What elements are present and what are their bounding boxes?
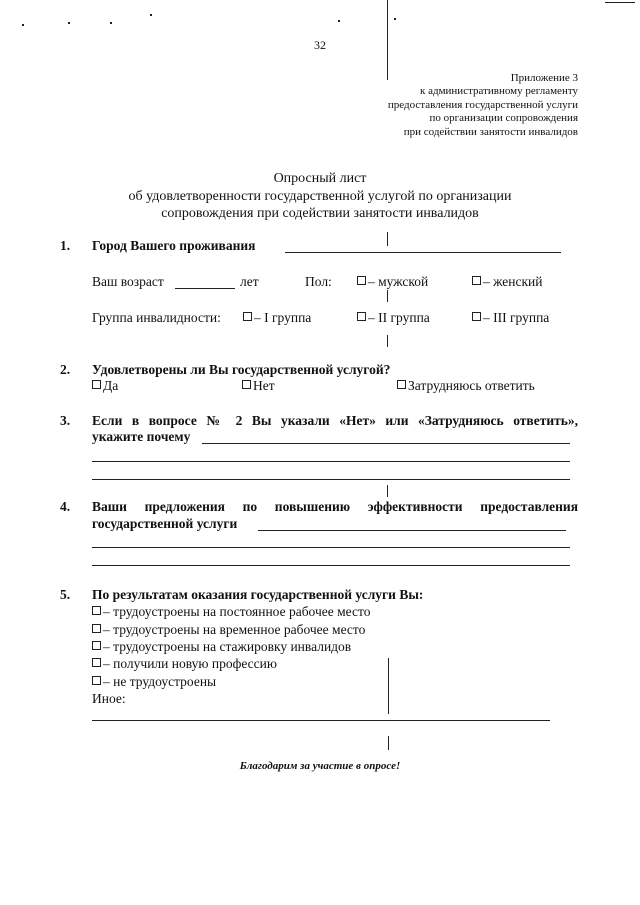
question-2-number: 2.	[60, 362, 71, 377]
checkbox-icon[interactable]	[92, 641, 101, 650]
scan-fold-line	[387, 335, 388, 347]
question-1-label: Город Вашего проживания	[92, 238, 256, 253]
city-input-line[interactable]	[285, 252, 561, 253]
checkbox-icon[interactable]	[92, 380, 101, 389]
gender-female-option[interactable]: – женский	[472, 274, 543, 290]
scan-speck	[68, 22, 70, 24]
thanks-note: Благодарим за участие в опросе!	[239, 760, 401, 772]
answer-no-option[interactable]: Нет	[242, 378, 275, 394]
age-unit: лет	[240, 274, 259, 289]
suggestion-input-line[interactable]	[92, 547, 570, 548]
reason-input-line[interactable]	[92, 479, 570, 480]
gender-label: Пол:	[305, 274, 332, 289]
result-option[interactable]: – трудоустроены на постоянное рабочее место	[92, 604, 370, 620]
appendix-line: к административному регламенту	[420, 85, 578, 98]
page-number: 32	[314, 38, 326, 52]
result-option[interactable]: – трудоустроены на стажировку инвалидов	[92, 639, 351, 655]
reason-input-line[interactable]	[202, 443, 570, 444]
suggestion-input-line[interactable]	[92, 565, 570, 566]
scan-speck	[150, 14, 152, 16]
age-input-line[interactable]	[175, 288, 235, 289]
appendix-line: при содействии занятости инвалидов	[403, 125, 578, 138]
title-line: сопровождения при содействии занятости инвалидов	[161, 206, 479, 221]
appendix-line: предоставления государственной услуги	[387, 98, 578, 111]
checkbox-icon[interactable]	[472, 312, 481, 321]
age-label: Ваш возраст	[92, 274, 164, 289]
scan-fold-line	[387, 485, 388, 497]
appendix-line: по организации сопровождения	[429, 112, 578, 125]
checkbox-icon[interactable]	[92, 658, 101, 667]
result-option[interactable]: – не трудоустроены	[92, 674, 216, 690]
group-2-option[interactable]: – II группа	[357, 310, 430, 326]
reason-input-line[interactable]	[92, 461, 570, 462]
checkbox-icon[interactable]	[92, 606, 101, 615]
question-3-number: 3.	[60, 413, 71, 428]
appendix-line: Приложение 3	[510, 72, 578, 84]
checkbox-icon[interactable]	[472, 276, 481, 285]
other-input-line[interactable]	[92, 720, 550, 721]
question-5-number: 5.	[60, 587, 71, 602]
scan-fold-line	[388, 658, 389, 714]
scan-fold-line	[387, 232, 388, 246]
result-option[interactable]: – получили новую профессию	[92, 656, 277, 672]
scan-fold-line	[388, 736, 389, 750]
question-5-label: По результатам оказания государственной услуги Вы:	[92, 587, 424, 602]
group-1-option[interactable]: – I группа	[243, 310, 311, 326]
document-title	[0, 170, 640, 223]
title-line: об удовлетворенности государственной услугой по организации	[128, 188, 512, 204]
answer-unsure-option[interactable]: Затрудняюсь ответить	[397, 378, 535, 394]
suggestion-input-line[interactable]	[258, 530, 566, 531]
other-label: Иное:	[92, 691, 126, 706]
checkbox-icon[interactable]	[92, 624, 101, 633]
appendix-block	[388, 72, 578, 139]
scan-speck	[338, 20, 340, 22]
question-4-line-1: Ваши предложения по повышению эффективности предоставления	[92, 499, 578, 514]
checkbox-icon[interactable]	[357, 312, 366, 321]
answer-yes-option[interactable]: Да	[92, 378, 118, 394]
checkbox-icon[interactable]	[92, 676, 101, 685]
question-4-line-2: государственной услуги	[92, 516, 238, 531]
question-4-number: 4.	[60, 499, 71, 514]
question-3-line-2: укажите почему	[92, 429, 191, 444]
disability-group-label: Группа инвалидности:	[92, 310, 221, 325]
checkbox-icon[interactable]	[242, 380, 251, 389]
gender-male-option[interactable]: – мужской	[357, 274, 428, 290]
title-line: Опросный лист	[273, 171, 367, 186]
checkbox-icon[interactable]	[243, 312, 252, 321]
checkbox-icon[interactable]	[357, 276, 366, 285]
checkbox-icon[interactable]	[397, 380, 406, 389]
question-2-label: Удовлетворены ли Вы государственной услугой?	[92, 362, 391, 377]
scan-speck	[110, 22, 112, 24]
result-option[interactable]: – трудоустроены на временное рабочее место	[92, 622, 365, 638]
question-1-number: 1.	[60, 238, 71, 253]
scan-speck	[394, 18, 396, 20]
scan-speck	[605, 2, 635, 3]
scan-speck	[22, 24, 24, 26]
question-3-line-1: Если в вопросе № 2 Вы указали «Нет» или «Затрудняюсь ответить»,	[92, 413, 578, 428]
group-3-option[interactable]: – III группа	[472, 310, 549, 326]
scan-fold-line	[387, 290, 388, 302]
